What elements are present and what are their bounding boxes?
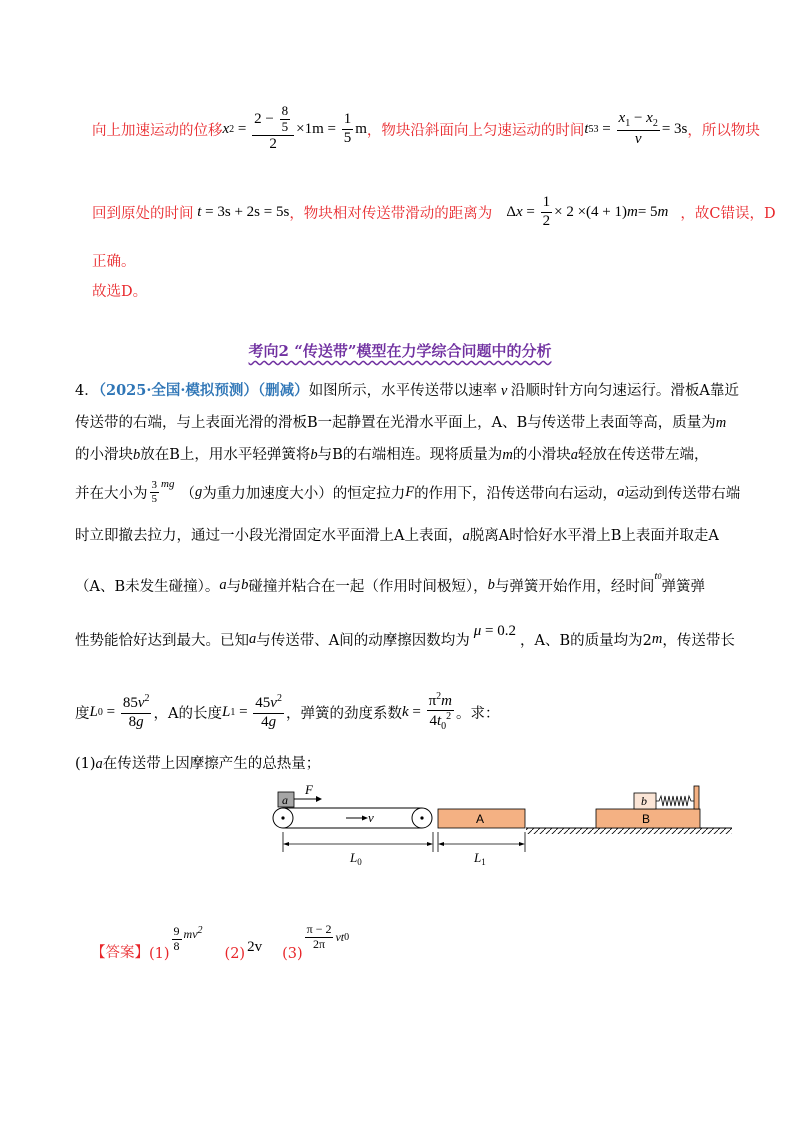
problem-text: 时立即撤去拉力，通过一小段光滑固定水平面滑上A上表面， [75,528,463,544]
plank-a-label: A [476,812,485,826]
problem-text: 性势能恰好达到最大。已知 [75,632,249,649]
problem-text: 弹簧弹 [661,578,705,595]
formula-t53: t 53 = $\frac{x_1 - x_2}{v}$ = 3s [584,110,688,147]
fraction-3-5: $\frac{3}{5}$ [151,478,157,505]
problem-text: 如图所示，水平传送带以速率 [308,383,498,399]
problem-text: 轻放在传送带左端， [578,447,709,463]
solution-line-4: 故选D。 [92,284,148,300]
problem-line-2: 传送带的右端，与上表面光滑的滑板B一起静置在光滑水平面上，A、B与传送带上表面等高，质量为m [75,415,727,431]
problem-text: 的小滑块 [512,447,571,463]
answer-3-number: (3) [282,946,303,962]
dim-arrow [438,842,444,846]
problem-text: 与 [226,578,242,595]
answer-3: $\frac{\pi - 2}{2\pi}$ vt 0 [306,922,350,952]
ground-hatch [526,828,732,834]
solution-text: 回到原处的时间 [92,205,194,222]
dim-arrow [519,842,525,846]
problem-line-3: 的小滑块b放在B上，用水平轻弹簧将b与B的右端相连。现将质量为m的小滑块a轻放在传送带左端， [75,447,709,463]
answer-label: 【答案】 [91,945,149,961]
problem-text: 的小滑块 [75,447,133,463]
problem-source: （2025·全国·模拟预测）（删减） [98,382,309,399]
problem-line-1: 4．（2025·全国·模拟预测）（删减）如图所示，水平传送带以速率 v 沿顺时针方向匀速运行。滑板A靠近 [75,382,739,399]
answer-1-number: (1) [149,946,170,962]
problem-text: 脱离A时恰好水平滑上B上表面并取走A [469,528,719,544]
problem-line-8: 度 L 0 = $\frac{85v^2}{8g}$ ，A的长度 L 1 = $\frac{45v^2}{4g}$ ，弹簧的劲度系数 k = $\frac{\pi^2m}{4t_0^2}$ 。求： [75,691,500,733]
solution-line-2 [92,188,776,236]
problem-text: ，传送带长 [662,632,735,649]
problem-line-5: 时立即撤去拉力，通过一小段光滑固定水平面滑上A上表面，a脱离A时恰好水平滑上B上表面并取走A [75,528,719,544]
problem-text: 运动到传送带右端 [624,485,741,502]
problem-text: 沿顺时针方向匀速运行。滑板A靠近 [510,383,739,399]
formula-t: t = 3s + 2s = 5s [197,203,290,220]
l0-label: $L_0$ [350,850,362,867]
problem-text: 与弹簧开始作用，经时间 [494,578,655,595]
solution-line-3: 正确。 [92,254,136,270]
l1-label: $L_1$ [474,850,486,867]
question-1: (1)a在传送带上因摩擦产生的总热量； [75,756,321,772]
section-title [0,340,800,361]
problem-text: 传送带的右端，与上表面光滑的滑板B一起静置在光滑水平面上，A、B与传送带上表面等高，质量为 [75,415,716,431]
answer-line [91,916,349,962]
block-a-label: a [282,793,288,807]
question-number: (1) [75,756,96,772]
spring [656,796,694,806]
problem-text: 与传送带、A间的动摩擦因数均为 [256,632,470,649]
problem-text: 并在大小为 [75,485,148,502]
conveyor-belt-figure [262,782,732,868]
block-b-label: b [641,794,647,808]
problem-text: 为重力加速度大小）的恒定拉力 [202,485,406,502]
solution-text: ，物块相对传送带滑动的距离为 [289,205,493,222]
right-pulley-axle [420,816,423,819]
solution-text: ，物块沿斜面向上匀速运动的时间 [366,122,585,139]
plank-b-label: B [642,812,651,826]
problem-text: 度 [75,705,90,722]
answer-2: 2v [247,939,263,955]
problem-text: 碰撞并粘合在一起（作用时间极短）， [248,578,488,595]
problem-text: ，A、B的质量均为2 [519,632,652,649]
solution-text: ，故C错误，D [680,205,776,222]
velocity-label: v [368,810,374,825]
dim-arrow [427,842,433,846]
section-title-text: 考向2 “传送带”模型在力学综合问题中的分析 [248,342,552,360]
dim-arrow [283,842,289,846]
answer-1: $\frac{9}{8}$ $mv^2$ [173,924,203,954]
answer-2-number: (2) [224,946,246,962]
problem-line-6: （A、B未发生碰撞）。 a 与 b 碰撞并粘合在一起（作用时间极短）， b 与弹簧开始作用，经时间 t0 弹簧弹 [75,570,705,595]
problem-text: （A、B未发生碰撞）。 [75,578,220,595]
formula-x2: x 2 = 2 − $\frac{8}{5}$ 2 ×1m = $\frac{1}{5}$ m [222,103,367,153]
force-label: F [305,782,313,797]
solution-text: ，所以物块 [687,122,760,139]
formula-dx: Δ x = $\frac{1}{2}$ × 2 ×(4 + 1) m = 5 m [506,194,669,229]
problem-text: （ [180,485,195,502]
solution-line-1 [92,96,760,162]
question-text: 在传送带上因摩擦产生的总热量； [102,756,321,772]
solution-text: 向上加速运动的位移 [92,122,223,139]
wall [694,786,699,809]
problem-text: ，A的长度 [153,705,222,722]
force-arrowhead [316,796,322,802]
problem-number: 4． [75,383,99,399]
problem-text: 的作用下，沿传送带向右运动， [414,485,618,502]
problem-line-7: 性势能恰好达到最大。已知 a 与传送带、A间的动摩擦因数均为 μ = 0.2 ，A、B的质量均为2 m ，传送带长 [75,622,735,649]
problem-line-4: 并在大小为 $\frac{3}{5}$ mg （ g 为重力加速度大小）的恒定拉力 F 的作用下，沿传送带向右运动， a 运动到传送带右端 [75,478,741,505]
problem-text: 放在B上，用水平轻弹簧将 [140,447,311,463]
problem-text: 与B的右端相连。现将质量为 [317,447,503,463]
problem-text: 。求： [456,705,500,722]
problem-text: ，弹簧的劲度系数 [285,705,402,722]
left-pulley-axle [281,816,284,819]
